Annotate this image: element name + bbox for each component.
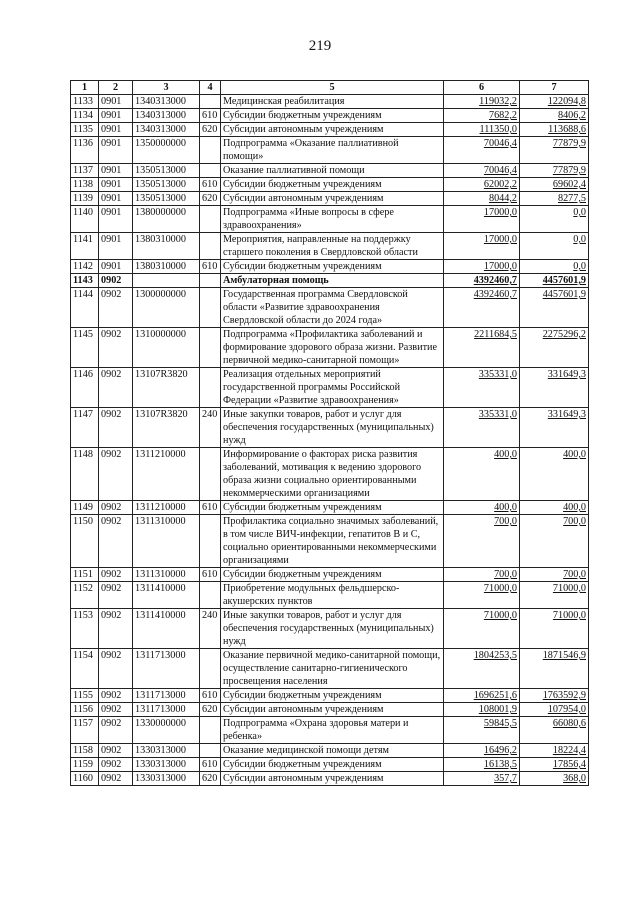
table-row <box>71 717 589 744</box>
table-row <box>71 192 589 206</box>
expense-type-cell <box>200 288 221 328</box>
amount-year1-cell: 119032,2 <box>444 95 520 109</box>
row-number-cell: 1159 <box>71 758 99 772</box>
amount-year2-cell: 4457601,9 <box>520 288 589 328</box>
amount-year1-cell: 71000,0 <box>444 582 520 609</box>
amount-year1-cell: 4392460,7 <box>444 274 520 288</box>
expense-type-cell: 610 <box>200 501 221 515</box>
section-code-cell: 0902 <box>99 744 133 758</box>
item-name-cell: Субсидии бюджетным учреждениям <box>221 109 444 123</box>
item-name-cell: Субсидии бюджетным учреждениям <box>221 178 444 192</box>
item-name-cell: Профилактика социально значимых заболеваний, в том числе ВИЧ-инфекции, гепатитов В и С, социально ориентированными некоммерческими организациями <box>221 515 444 568</box>
section-code-cell: 0901 <box>99 178 133 192</box>
header-cell: 7 <box>520 81 589 95</box>
amount-year2-cell: 331649,3 <box>520 408 589 448</box>
amount-year2-cell: 71000,0 <box>520 609 589 649</box>
table-row <box>71 649 589 689</box>
table-row <box>71 274 589 288</box>
table-row <box>71 689 589 703</box>
amount-year2-cell: 2275296,2 <box>520 328 589 368</box>
amount-year2-cell: 122094,8 <box>520 95 589 109</box>
amount-year1-cell: 357,7 <box>444 772 520 786</box>
amount-year1-cell: 16138,5 <box>444 758 520 772</box>
amount-year2-cell: 0,0 <box>520 233 589 260</box>
table-row <box>71 137 589 164</box>
table-row <box>71 178 589 192</box>
target-article-cell: 1300000000 <box>133 288 200 328</box>
table-row <box>71 501 589 515</box>
section-code-cell: 0902 <box>99 501 133 515</box>
table-row <box>71 206 589 233</box>
row-number-cell: 1142 <box>71 260 99 274</box>
row-number-cell: 1156 <box>71 703 99 717</box>
expense-type-cell: 610 <box>200 178 221 192</box>
table-row <box>71 609 589 649</box>
header-cell: 1 <box>71 81 99 95</box>
amount-year2-cell: 4457601,9 <box>520 274 589 288</box>
row-number-cell: 1136 <box>71 137 99 164</box>
table-row <box>71 109 589 123</box>
expense-type-cell <box>200 164 221 178</box>
amount-year1-cell: 700,0 <box>444 568 520 582</box>
table-row <box>71 772 589 786</box>
expense-type-cell <box>200 649 221 689</box>
section-code-cell: 0902 <box>99 568 133 582</box>
header-cell: 5 <box>221 81 444 95</box>
target-article-cell: 1310000000 <box>133 328 200 368</box>
row-number-cell: 1158 <box>71 744 99 758</box>
section-code-cell: 0902 <box>99 368 133 408</box>
expense-type-cell: 240 <box>200 609 221 649</box>
amount-year1-cell: 16496,2 <box>444 744 520 758</box>
amount-year1-cell: 400,0 <box>444 448 520 501</box>
amount-year1-cell: 71000,0 <box>444 609 520 649</box>
section-code-cell: 0902 <box>99 689 133 703</box>
item-name-cell: Информирование о факторах риска развития заболеваний, мотивация к ведению здорового образа жизни социально ориентированными некоммерческими организациями <box>221 448 444 501</box>
section-code-cell: 0901 <box>99 260 133 274</box>
row-number-cell: 1160 <box>71 772 99 786</box>
item-name-cell: Субсидии автономным учреждениям <box>221 703 444 717</box>
section-code-cell: 0902 <box>99 582 133 609</box>
amount-year1-cell: 17000,0 <box>444 233 520 260</box>
expense-type-cell: 610 <box>200 568 221 582</box>
target-article-cell: 1311310000 <box>133 568 200 582</box>
item-name-cell: Субсидии автономным учреждениям <box>221 192 444 206</box>
target-article-cell: 1340313000 <box>133 123 200 137</box>
amount-year1-cell: 335331,0 <box>444 368 520 408</box>
item-name-cell: Реализация отдельных мероприятий государственной программы Российской Федерации «Развитие здравоохранения» <box>221 368 444 408</box>
expense-type-cell: 610 <box>200 689 221 703</box>
amount-year2-cell: 400,0 <box>520 448 589 501</box>
target-article-cell: 1311210000 <box>133 448 200 501</box>
expense-type-cell: 620 <box>200 772 221 786</box>
item-name-cell: Мероприятия, направленные на поддержку старшего поколения в Свердловской области <box>221 233 444 260</box>
expense-type-cell <box>200 233 221 260</box>
item-name-cell: Иные закупки товаров, работ и услуг для обеспечения государственных (муниципальных) нужд <box>221 408 444 448</box>
table-row <box>71 744 589 758</box>
amount-year2-cell: 8277,5 <box>520 192 589 206</box>
expense-type-cell: 240 <box>200 408 221 448</box>
section-code-cell: 0902 <box>99 274 133 288</box>
amount-year2-cell: 107954,0 <box>520 703 589 717</box>
row-number-cell: 1143 <box>71 274 99 288</box>
target-article-cell: 1380310000 <box>133 260 200 274</box>
table-row <box>71 368 589 408</box>
target-article-cell: 1311713000 <box>133 649 200 689</box>
amount-year1-cell: 1696251,6 <box>444 689 520 703</box>
item-name-cell: Субсидии бюджетным учреждениям <box>221 568 444 582</box>
amount-year2-cell: 113688,6 <box>520 123 589 137</box>
expense-type-cell: 610 <box>200 260 221 274</box>
target-article-cell: 13107R3820 <box>133 408 200 448</box>
expense-type-cell: 620 <box>200 192 221 206</box>
row-number-cell: 1146 <box>71 368 99 408</box>
expense-type-cell <box>200 717 221 744</box>
page-number: 219 <box>308 38 332 54</box>
item-name-cell: Иные закупки товаров, работ и услуг для обеспечения государственных (муниципальных) нужд <box>221 609 444 649</box>
expense-type-cell: 620 <box>200 703 221 717</box>
section-code-cell: 0902 <box>99 328 133 368</box>
expense-type-cell <box>200 274 221 288</box>
item-name-cell: Медицинская реабилитация <box>221 95 444 109</box>
table-row <box>71 164 589 178</box>
header-cell: 4 <box>200 81 221 95</box>
expense-type-cell <box>200 328 221 368</box>
target-article-cell: 1330313000 <box>133 744 200 758</box>
row-number-cell: 1138 <box>71 178 99 192</box>
header-cell: 3 <box>133 81 200 95</box>
section-code-cell: 0902 <box>99 758 133 772</box>
amount-year2-cell: 77879,9 <box>520 164 589 178</box>
amount-year1-cell: 17000,0 <box>444 260 520 274</box>
row-number-cell: 1154 <box>71 649 99 689</box>
row-number-cell: 1148 <box>71 448 99 501</box>
section-code-cell: 0902 <box>99 515 133 568</box>
amount-year2-cell: 0,0 <box>520 260 589 274</box>
section-code-cell: 0902 <box>99 649 133 689</box>
section-code-cell: 0901 <box>99 233 133 260</box>
row-number-cell: 1145 <box>71 328 99 368</box>
expense-type-cell <box>200 137 221 164</box>
table-row <box>71 260 589 274</box>
target-article-cell: 1311310000 <box>133 515 200 568</box>
item-name-cell: Оказание первичной медико-санитарной помощи, осуществление санитарно-гигиенического просвещения населения <box>221 649 444 689</box>
amount-year2-cell: 368,0 <box>520 772 589 786</box>
amount-year2-cell: 1763592,9 <box>520 689 589 703</box>
item-name-cell: Государственная программа Свердловской области «Развитие здравоохранения Свердловской области до 2024 года» <box>221 288 444 328</box>
amount-year2-cell: 18224,4 <box>520 744 589 758</box>
table-row <box>71 123 589 137</box>
table-row <box>71 408 589 448</box>
header-row <box>71 81 589 95</box>
amount-year1-cell: 700,0 <box>444 515 520 568</box>
item-name-cell: Субсидии автономным учреждениям <box>221 772 444 786</box>
section-code-cell: 0901 <box>99 192 133 206</box>
section-code-cell: 0901 <box>99 206 133 233</box>
amount-year2-cell: 1871546,9 <box>520 649 589 689</box>
row-number-cell: 1151 <box>71 568 99 582</box>
expense-type-cell <box>200 744 221 758</box>
row-number-cell: 1153 <box>71 609 99 649</box>
target-article-cell: 1380000000 <box>133 206 200 233</box>
budget-table <box>70 80 589 786</box>
expense-type-cell: 610 <box>200 109 221 123</box>
amount-year2-cell: 700,0 <box>520 515 589 568</box>
section-code-cell: 0902 <box>99 703 133 717</box>
row-number-cell: 1144 <box>71 288 99 328</box>
row-number-cell: 1152 <box>71 582 99 609</box>
amount-year2-cell: 66080,6 <box>520 717 589 744</box>
target-article-cell: 1350513000 <box>133 192 200 206</box>
row-number-cell: 1157 <box>71 717 99 744</box>
item-name-cell: Амбулаторная помощь <box>221 274 444 288</box>
section-code-cell: 0902 <box>99 717 133 744</box>
target-article-cell: 1350000000 <box>133 137 200 164</box>
amount-year1-cell: 400,0 <box>444 501 520 515</box>
expense-type-cell <box>200 582 221 609</box>
row-number-cell: 1134 <box>71 109 99 123</box>
amount-year2-cell: 8406,2 <box>520 109 589 123</box>
target-article-cell: 1330000000 <box>133 717 200 744</box>
amount-year1-cell: 4392460,7 <box>444 288 520 328</box>
amount-year1-cell: 108001,9 <box>444 703 520 717</box>
item-name-cell: Субсидии бюджетным учреждениям <box>221 260 444 274</box>
row-number-cell: 1155 <box>71 689 99 703</box>
table-row <box>71 95 589 109</box>
amount-year2-cell: 69602,4 <box>520 178 589 192</box>
amount-year1-cell: 59845,5 <box>444 717 520 744</box>
amount-year1-cell: 70046,4 <box>444 164 520 178</box>
target-article-cell: 1311410000 <box>133 609 200 649</box>
item-name-cell: Субсидии бюджетным учреждениям <box>221 758 444 772</box>
item-name-cell: Подпрограмма «Охрана здоровья матери и ребенка» <box>221 717 444 744</box>
item-name-cell: Подпрограмма «Иные вопросы в сфере здравоохранения» <box>221 206 444 233</box>
item-name-cell: Оказание медицинской помощи детям <box>221 744 444 758</box>
target-article-cell <box>133 274 200 288</box>
table-row <box>71 758 589 772</box>
expense-type-cell <box>200 95 221 109</box>
table-row <box>71 448 589 501</box>
expense-type-cell <box>200 448 221 501</box>
item-name-cell: Оказание паллиативной помощи <box>221 164 444 178</box>
section-code-cell: 0901 <box>99 109 133 123</box>
table-row <box>71 328 589 368</box>
row-number-cell: 1141 <box>71 233 99 260</box>
expense-type-cell <box>200 515 221 568</box>
expense-type-cell <box>200 368 221 408</box>
section-code-cell: 0902 <box>99 408 133 448</box>
row-number-cell: 1137 <box>71 164 99 178</box>
target-article-cell: 13107R3820 <box>133 368 200 408</box>
target-article-cell: 1311210000 <box>133 501 200 515</box>
amount-year1-cell: 2211684,5 <box>444 328 520 368</box>
section-code-cell: 0901 <box>99 95 133 109</box>
row-number-cell: 1135 <box>71 123 99 137</box>
table-row <box>71 568 589 582</box>
section-code-cell: 0901 <box>99 123 133 137</box>
section-code-cell: 0902 <box>99 448 133 501</box>
amount-year2-cell: 77879,9 <box>520 137 589 164</box>
row-number-cell: 1147 <box>71 408 99 448</box>
amount-year2-cell: 0,0 <box>520 206 589 233</box>
section-code-cell: 0901 <box>99 164 133 178</box>
table-row <box>71 233 589 260</box>
item-name-cell: Субсидии автономным учреждениям <box>221 123 444 137</box>
amount-year2-cell: 331649,3 <box>520 368 589 408</box>
item-name-cell: Подпрограмма «Оказание паллиативной помощи» <box>221 137 444 164</box>
amount-year2-cell: 17856,4 <box>520 758 589 772</box>
section-code-cell: 0902 <box>99 772 133 786</box>
target-article-cell: 1340313000 <box>133 95 200 109</box>
target-article-cell: 1340313000 <box>133 109 200 123</box>
target-article-cell: 1380310000 <box>133 233 200 260</box>
expense-type-cell: 610 <box>200 758 221 772</box>
target-article-cell: 1350513000 <box>133 178 200 192</box>
item-name-cell: Подпрограмма «Профилактика заболеваний и формирование здорового образа жизни. Развитие первичной медико-санитарной помощи» <box>221 328 444 368</box>
row-number-cell: 1149 <box>71 501 99 515</box>
table-body <box>71 95 589 786</box>
header-cell: 6 <box>444 81 520 95</box>
section-code-cell: 0902 <box>99 609 133 649</box>
target-article-cell: 1311713000 <box>133 689 200 703</box>
amount-year2-cell: 700,0 <box>520 568 589 582</box>
header-cell: 2 <box>99 81 133 95</box>
amount-year1-cell: 62002,2 <box>444 178 520 192</box>
item-name-cell: Субсидии бюджетным учреждениям <box>221 689 444 703</box>
row-number-cell: 1140 <box>71 206 99 233</box>
target-article-cell: 1330313000 <box>133 758 200 772</box>
target-article-cell: 1311410000 <box>133 582 200 609</box>
amount-year2-cell: 71000,0 <box>520 582 589 609</box>
target-article-cell: 1311713000 <box>133 703 200 717</box>
amount-year1-cell: 8044,2 <box>444 192 520 206</box>
amount-year1-cell: 335331,0 <box>444 408 520 448</box>
table-row <box>71 288 589 328</box>
amount-year1-cell: 111350,0 <box>444 123 520 137</box>
expense-type-cell: 620 <box>200 123 221 137</box>
item-name-cell: Приобретение модульных фельдшерско-акушерских пунктов <box>221 582 444 609</box>
item-name-cell: Субсидии бюджетным учреждениям <box>221 501 444 515</box>
row-number-cell: 1139 <box>71 192 99 206</box>
section-code-cell: 0902 <box>99 288 133 328</box>
expense-type-cell <box>200 206 221 233</box>
section-code-cell: 0901 <box>99 137 133 164</box>
table-row <box>71 582 589 609</box>
target-article-cell: 1330313000 <box>133 772 200 786</box>
row-number-cell: 1133 <box>71 95 99 109</box>
amount-year1-cell: 1804253,5 <box>444 649 520 689</box>
row-number-cell: 1150 <box>71 515 99 568</box>
amount-year1-cell: 7682,2 <box>444 109 520 123</box>
amount-year2-cell: 400,0 <box>520 501 589 515</box>
target-article-cell: 1350513000 <box>133 164 200 178</box>
amount-year1-cell: 17000,0 <box>444 206 520 233</box>
amount-year1-cell: 70046,4 <box>444 137 520 164</box>
table-row <box>71 703 589 717</box>
table-row <box>71 515 589 568</box>
